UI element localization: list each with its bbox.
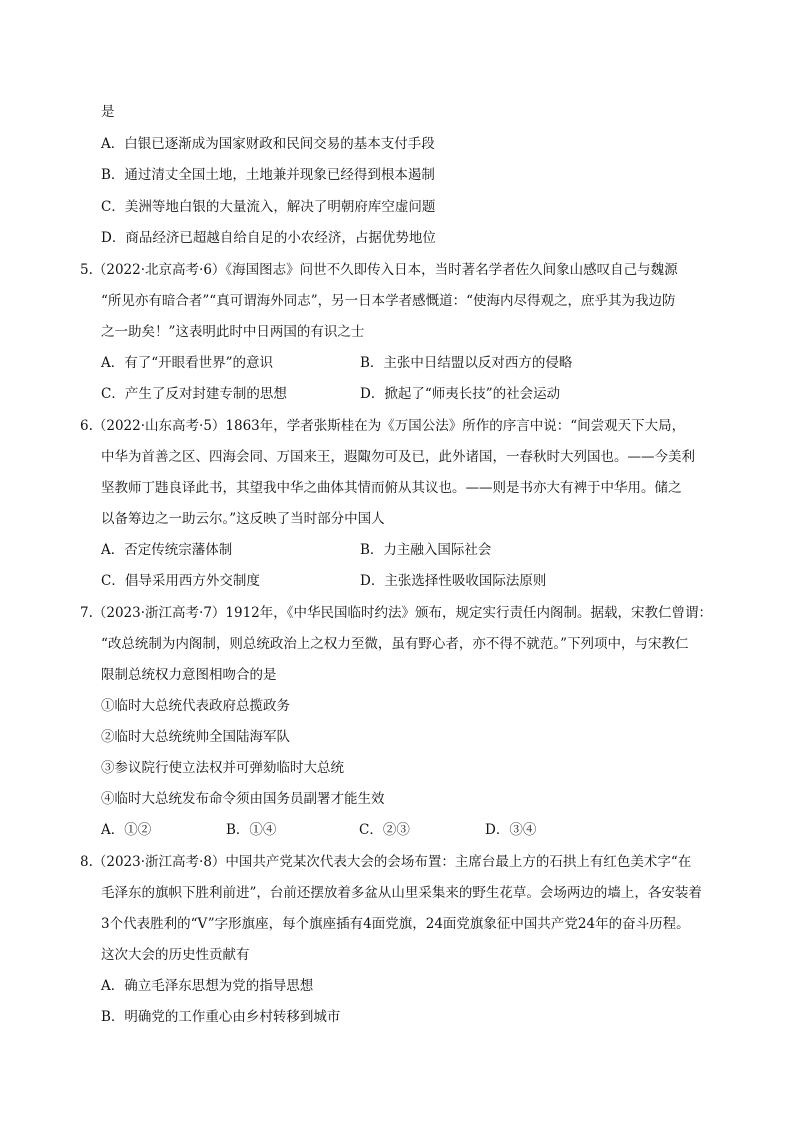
q8-stem-line-2: 毛泽东的旗帜下胜利前进”，台前还摆放着多盆从山里采集来的野生花草。会场两边的墙上，各安装着	[101, 885, 702, 901]
q8-option-b: B．明确党的工作重心由乡村转移到城市	[101, 1009, 341, 1025]
q5-option-c: C．产生了反对封建专制的思想	[101, 386, 287, 402]
q8-stem-line-4: 这次大会的历史性贡献有	[101, 947, 250, 963]
q7-stem-line-3: 限制总统权力意图相吻合的是	[101, 667, 277, 683]
q5-option-b: B．主张中日结盟以反对西方的侵略	[360, 355, 573, 371]
q7-item-2: ②临时大总统统帅全国陆海军队	[101, 729, 290, 745]
q6-stem-line-2: 中华为首善之区、四海会同、万国来王，遐陬勿可及已，此外诸国，一春秋时大列国也。——今美利	[101, 449, 695, 465]
q7-stem-line-2: “改总统制为内阁制，则总统政治上之权力至微，虽有野心者，亦不得不就范。”下列项中，与宋教仁	[101, 636, 689, 652]
q5-option-d: D．掀起了“师夷长技”的社会运动	[360, 386, 561, 402]
q8-option-a: A．确立毛泽东思想为党的指导思想	[101, 978, 314, 994]
q5-stem-line-1: 5.（2022·北京高考·6）《海国图志》问世不久即传入日本，当时著名学者佐久间象山感叹自己与魏源	[80, 262, 678, 278]
q5-stem-line-3: 之一助矣！”这表明此时中日两国的有识之士	[101, 324, 365, 340]
q6-stem-line-1: 6.（2022·山东高考·5）1863年，学者张斯桂在为《万国公法》所作的序言中说：“间尝观天下大局，	[80, 418, 686, 434]
q6-stem-line-3: 坚教师丁韪良译此书，其望我中华之曲体其情而俯从其议也。——则是书亦大有裨于中华用。储之	[101, 480, 682, 496]
q7-option-d: D．③④	[485, 822, 537, 838]
q4-option-d: D．商品经济已超越自给自足的小农经济，占据优势地位	[101, 230, 436, 246]
q4-option-c: C．美洲等地白银的大量流入，解决了明朝府库空虚问题	[101, 199, 436, 215]
q4-option-b: B．通过清丈全国土地，土地兼并现象已经得到根本遏制	[101, 167, 435, 183]
q7-option-b: B．①④	[226, 822, 277, 838]
q5-stem-line-2: “所见亦有暗合者”“真可谓海外同志”，另一日本学者感慨道：“使海内尽得观之，庶乎其为我边防	[101, 293, 676, 309]
q6-option-b: B．力主融入国际社会	[360, 542, 492, 558]
q8-stem-line-1: 8.（2023·浙江高考·8）中国共产党某次代表大会的会场布置：主席台最上方的石拱上有红色美术字“在	[80, 854, 692, 870]
q6-option-d: D．主张选择性吸收国际法原则	[360, 573, 547, 589]
q6-option-c: C．倡导采用西方外交制度	[101, 573, 260, 589]
q5-option-a: A．有了“开眼看世界”的意识	[101, 355, 274, 371]
q4-option-a: A．白银已逐渐成为国家财政和民间交易的基本支付手段	[101, 136, 435, 152]
q7-item-3: ③参议院行使立法权并可弹劾临时大总统	[101, 760, 344, 776]
q7-item-1: ①临时大总统代表政府总揽政务	[101, 698, 290, 714]
q7-option-c: C．②③	[359, 822, 410, 838]
q6-stem-line-4: 以备筹边之一助云尔。”这反映了当时部分中国人	[101, 511, 385, 527]
q6-option-a: A．否定传统宗藩体制	[101, 542, 233, 558]
q7-option-a: A．①②	[101, 822, 152, 838]
q7-stem-line-1: 7.（2023·浙江高考·7）1912年，《中华民国临时约法》颁布，规定实行责任内阁制。据载，宋教仁曾谓：	[80, 605, 713, 621]
q8-stem-line-3: 3个代表胜利的“V”字形旗座，每个旗座插有4面党旗，24面党旗象征中国共产党24年的奋斗历程。	[101, 916, 690, 932]
q7-item-4: ④临时大总统发布命令须由国务员副署才能生效	[101, 791, 385, 807]
q4-stem-tail: 是	[101, 104, 115, 120]
